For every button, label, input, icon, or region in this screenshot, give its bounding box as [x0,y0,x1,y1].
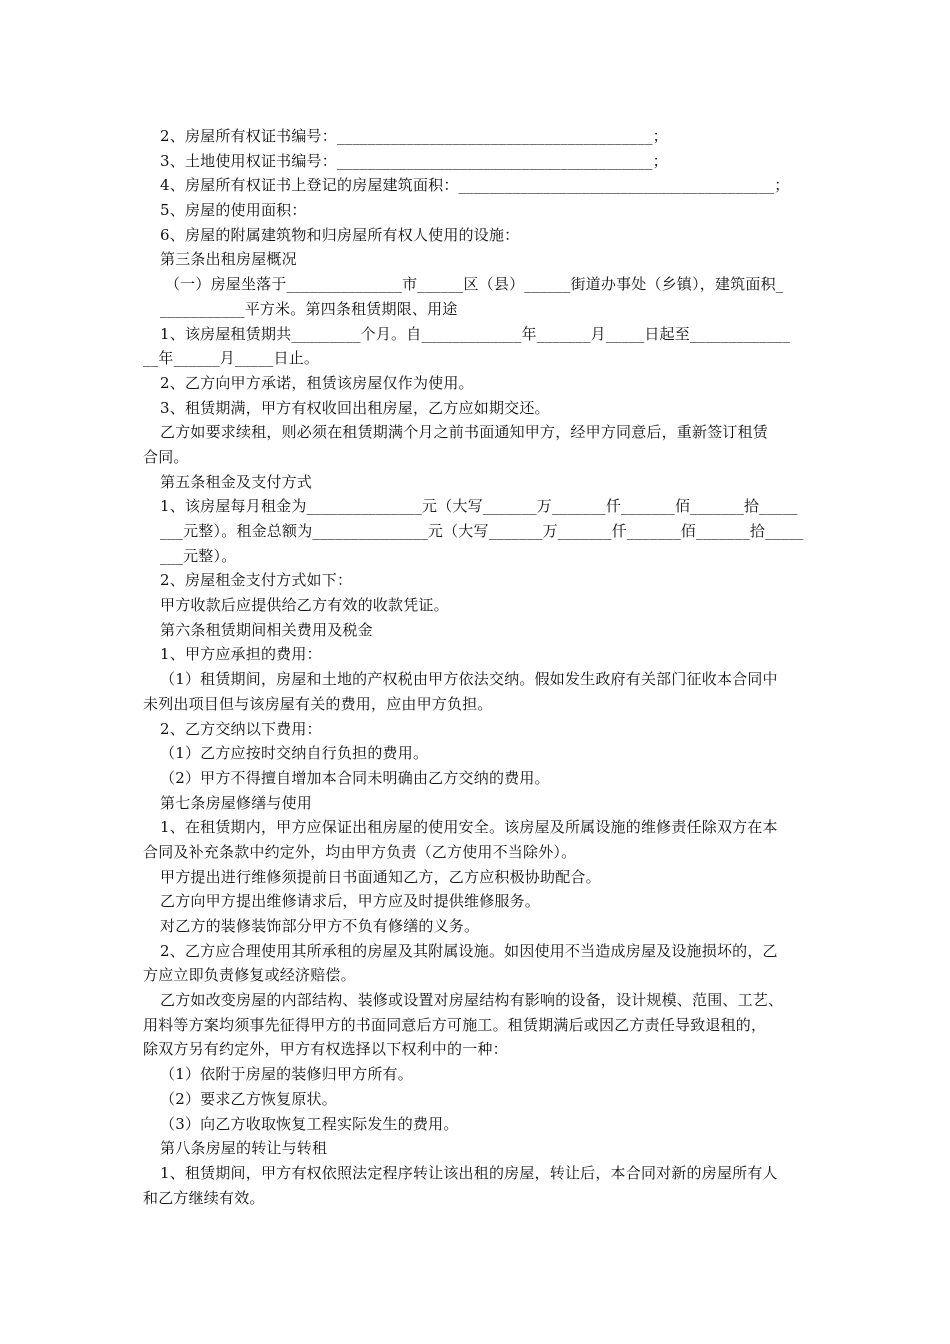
document-line: （2）要求乙方恢复原状。 [160,1089,337,1108]
document-line: （3）向乙方收取恢复工程实际发生的费用。 [160,1114,459,1133]
document-line: （一）房屋坐落于_______________市______区（县）______街道办事处（乡镇），建筑面积_ [160,275,784,294]
document-line: 1、甲方应承担的费用： [160,645,322,664]
document-line: __年______月_____日止。 [143,349,320,368]
document-line: （1）乙方应按时交纳自行负担的费用。 [160,744,429,763]
document-line: 第五条租金及支付方式 [160,472,313,491]
document-line: 和乙方继续有效。 [143,1188,265,1207]
document-line: 甲方收款后应提供给乙方有效的收款凭证。 [160,596,449,615]
document-line: （1）依附于房屋的装修归甲方所有。 [160,1065,413,1084]
document-line: 5、房屋的使用面积： [160,201,307,220]
document-line: 1、该房屋每月租金为_______________元（大写_______万_______仟_______佰_______拾_____ [160,497,798,516]
document-line: 对乙方的装修装饰部分甲方不负有修缮的义务。 [160,917,480,935]
document-line: ___元整）。 [160,546,237,565]
document-line: 方应立即负责修复或经济赔偿。 [143,966,356,985]
document-line: 第三条出租房屋概况 [160,250,297,269]
document-line: 未列出项目但与该房屋有关的费用，应由甲方负担。 [143,694,493,713]
document-line: 第七条房屋修缮与使用 [160,793,313,812]
document-line: 乙方如要求续租，则必须在租赁期满个月之前书面通知甲方，经甲方同意后，重新签订租赁 [160,423,769,442]
document-line: 第六条租赁期间相关费用及税金 [160,620,373,639]
document-line: （1）租赁期间，房屋和土地的产权税由甲方依法交纳。假如发生政府有关部门征收本合同中 [160,670,778,689]
document-line: 2、乙方交纳以下费用： [160,719,322,738]
document-line: 合同。 [143,447,189,466]
document-line: 合同及补充条款中约定外，均由甲方负责（乙方使用不当除外）。 [143,842,577,861]
document-line: 1、该房屋租赁期共_________个月。自_____________年_______月_____日起至_____________ [160,324,791,343]
document-line: 除双方另有约定外，甲方有权选择以下权利中的一种： [143,1040,508,1059]
document-line: 1、在租赁期内，甲方应保证出租房屋的使用安全。该房屋及所属设施的维修责任除双方在本 [160,818,778,837]
document-line: 1、租赁期间，甲方有权依照法定程序转让该出租的房屋，转让后，本合同对新的房屋所有人 [160,1163,778,1182]
document-line: 2、房屋租金支付方式如下： [160,571,353,590]
document-line: 甲方提出进行维修须提前日书面通知乙方，乙方应积极协助配合。 [160,867,601,886]
document-line: ___元整）。租金总额为_______________元（大写_______万_______仟_______佰_______拾_____ [160,522,804,540]
document-line: ___________平方米。第四条租赁期限、用途 [160,299,458,318]
document-line: 2、乙方应合理使用其所承租的房屋及其附属设施。如因使用不当造成房屋及设施损坏的，乙 [160,941,778,960]
document-line: 用料等方案均须事先征得甲方的书面同意后方可施工。租赁期满后或因乙方责任导致退租的， [143,1015,767,1034]
document-line: 乙方如改变房屋的内部结构、装修或设置对房屋结构有影响的设备，设计规模、范围、工艺、 [160,991,784,1010]
document-line: 6、房屋的附属建筑物和归房屋所有权人使用的设施： [160,225,520,244]
document-line: 2、乙方向甲方承诺，租赁该房屋仅作为使用。 [160,373,474,392]
document-line: 3、土地使用权证书编号：_________________________________________； [160,151,668,170]
document-line: 4、房屋所有权证书上登记的房屋建筑面积：_________________________________________； [160,176,790,195]
document-line: 乙方向甲方提出维修请求后，甲方应及时提供维修服务。 [160,892,541,911]
document-line: （2）甲方不得擅自增加本合同未明确由乙方交纳的费用。 [160,768,550,787]
document-line: 第八条房屋的转让与转租 [160,1139,328,1158]
document-line: 2、房屋所有权证书编号：_________________________________________； [160,127,668,145]
document-line: 3、租赁期满，甲方有权收回出租房屋，乙方应如期交还。 [160,398,550,417]
document-body [143,124,811,1210]
